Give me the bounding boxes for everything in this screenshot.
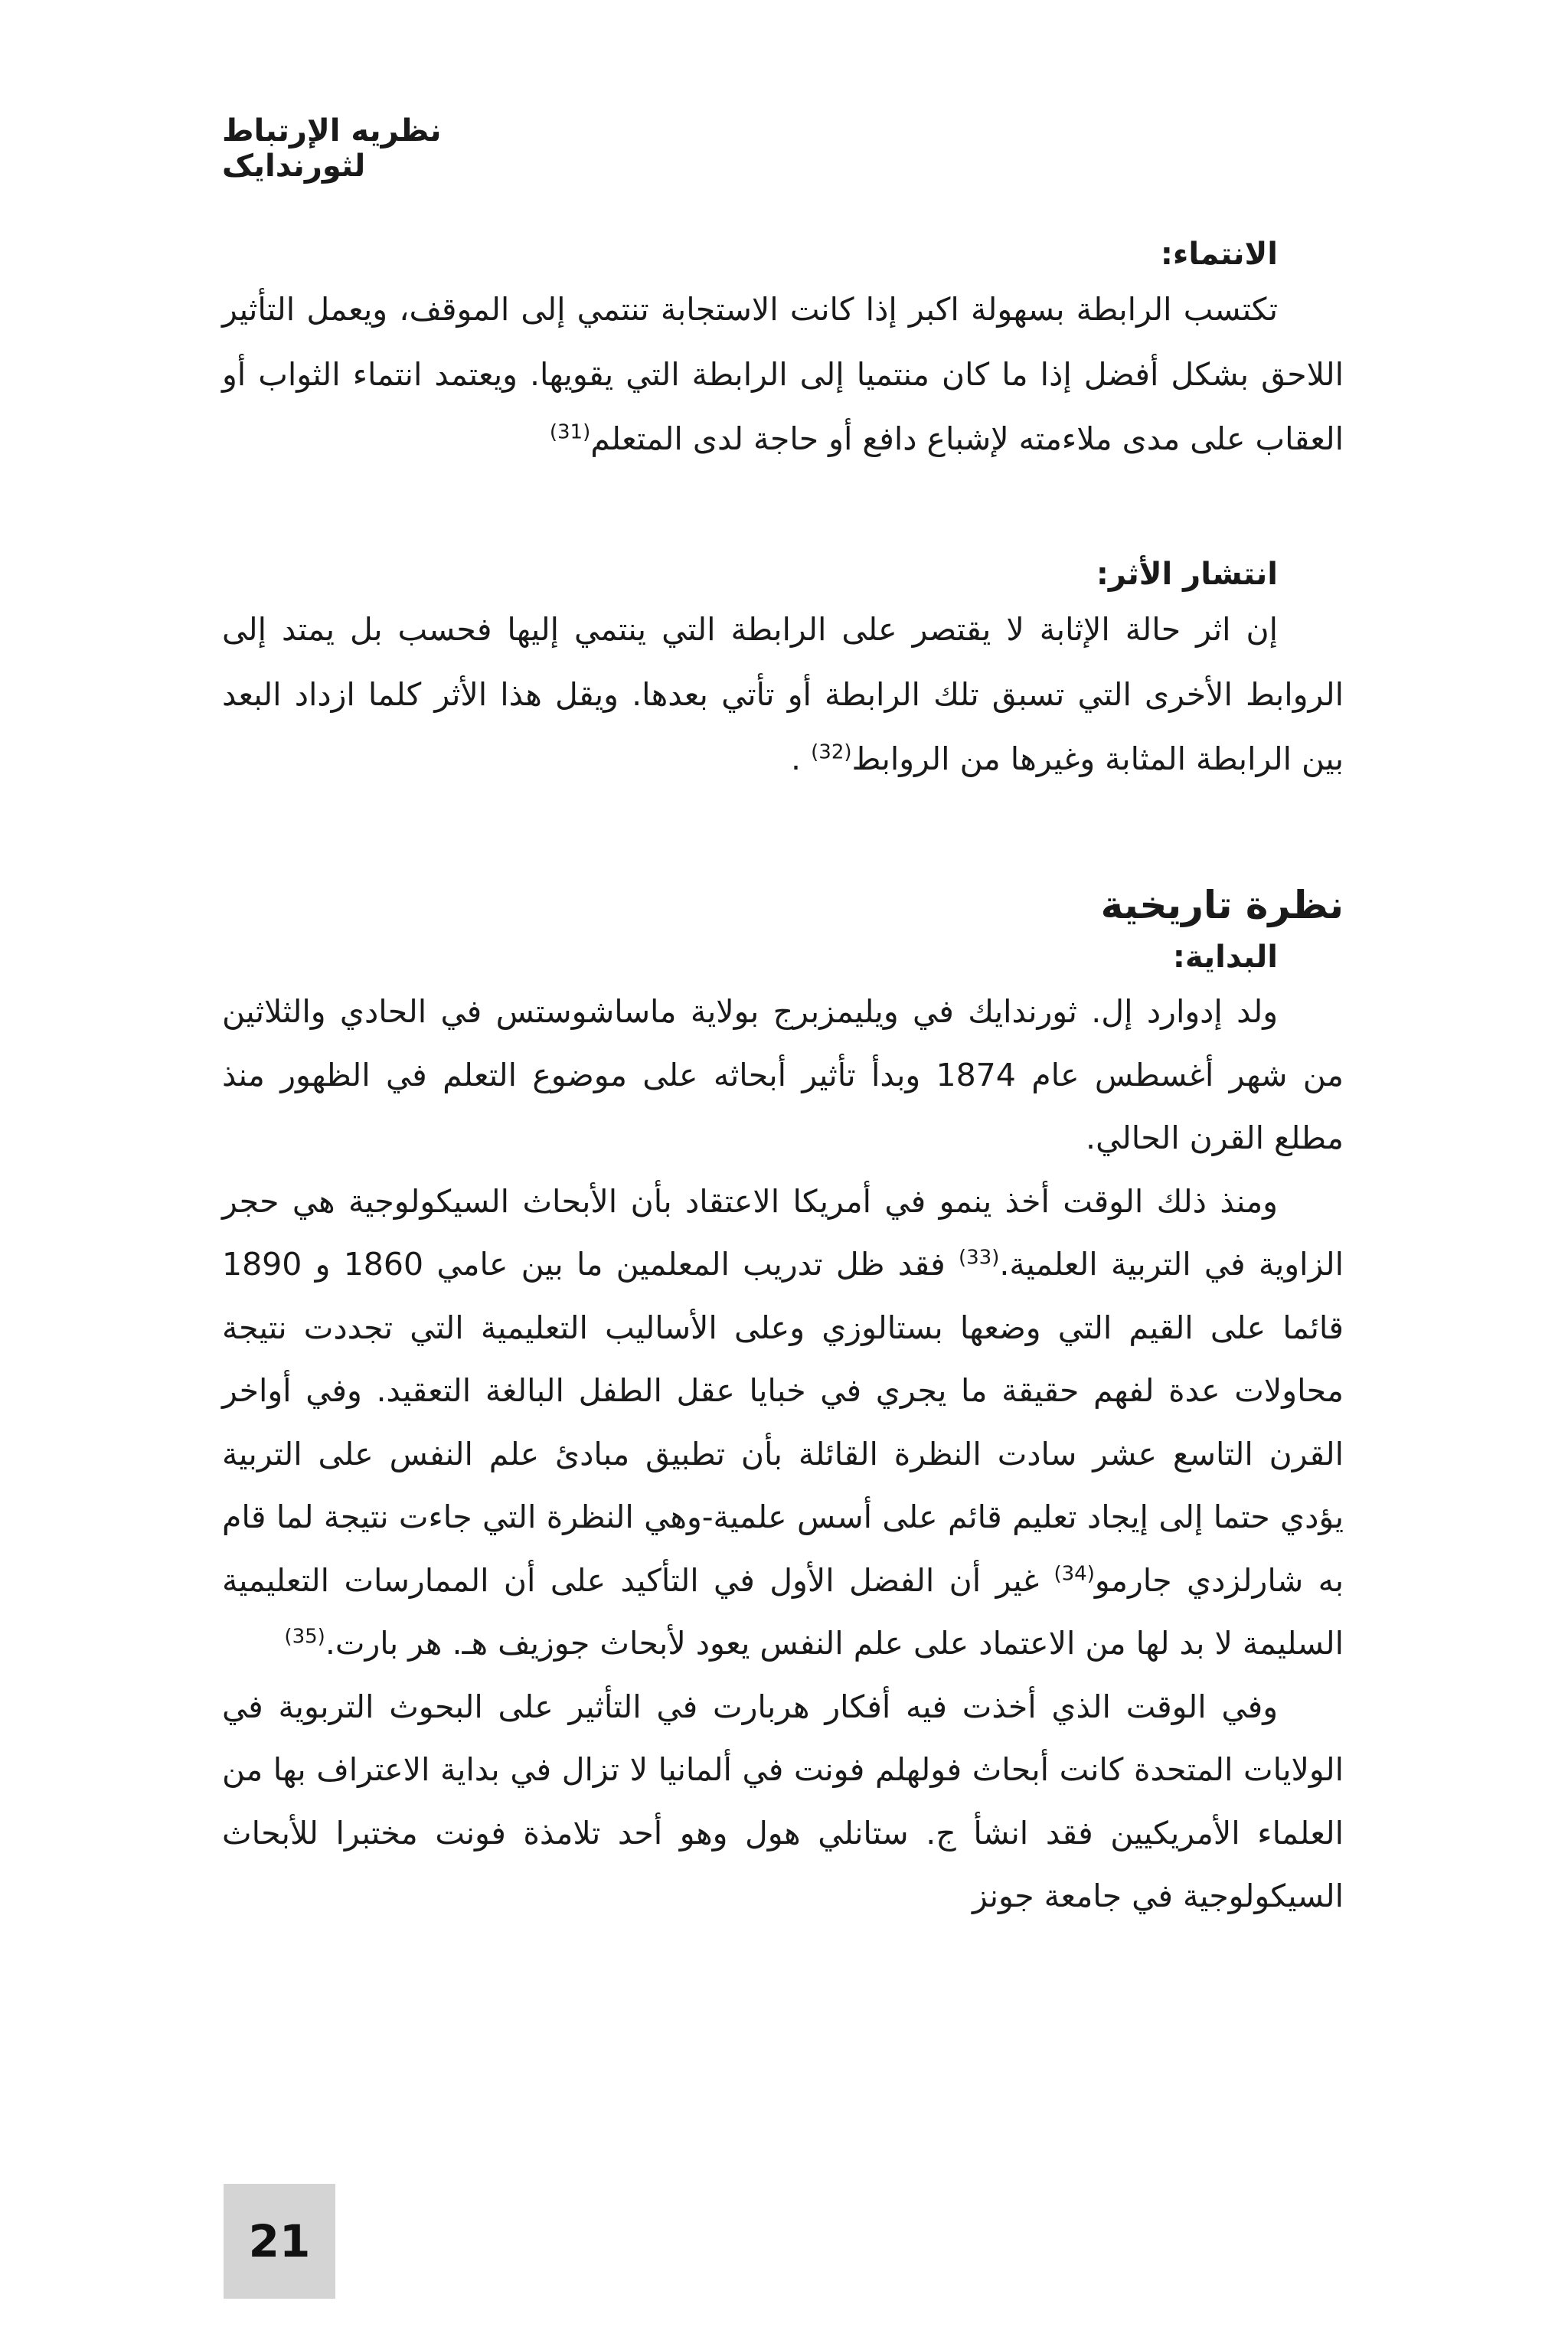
spread-paragraph: [222, 597, 1344, 792]
history-p2-part-c: غير أن الفضل الأول في التأكيد على أن الممارسات التعليمية السليمة لا بد لها من الاعتماد على علم النفس يعود لأبحاث جوزيف هـ. هر بارت.: [222, 1561, 1344, 1662]
footnote-ref-33: (33): [958, 1246, 1000, 1270]
spread-tail: .: [791, 740, 812, 777]
page-number-box: [224, 2184, 335, 2299]
beginning-heading: البداية:: [1172, 940, 1278, 975]
footnote-ref-34: (34): [1054, 1561, 1095, 1585]
history-paragraph-2: [222, 1170, 1344, 1675]
section-title: نظرة تاريخية: [1100, 883, 1344, 927]
running-header: نظريه الإرتباط لثورندايک: [222, 113, 442, 184]
page-number: 21: [248, 2215, 311, 2267]
footnote-ref-31: (31): [549, 420, 591, 444]
history-p2-part-a: ومنذ ذلك الوقت أخذ ينمو في أمريكا الاعتقاد بأن الأبحاث السيكولوجية هي حجر الزاوية في التربية العلمية.: [222, 1182, 1344, 1283]
spread-heading: انتشار الأثر:: [1096, 557, 1278, 592]
spread-text: إن اثر حالة الإثابة لا يقتصر على الرابطة التي ينتمي إليها فحسب بل يمتد إلى الروابط الأخرى التي تسبق تلك الرابطة أو تأتي بعدها. ويقل هذا الأثر كلما ازداد البعد بين الرابطة المثابة وغيرها من الروابط: [222, 611, 1344, 777]
spread-section: [222, 551, 1344, 792]
history-section: [222, 876, 1344, 1928]
history-p2-part-b: فقد ظل تدريب المعلمين ما بين عامي 1860 و 1890 قائما على القيم التي وضعها بستالوزي وعلى الأساليب التعليمية التي تجددت نتيجة محاولات عدة لفهم حقيقة ما يجري في خبايا عقل الطفل البالغة التعقيد. وفي أواخر القرن التاسع عشر سادت النظرة القائلة بأن تطبيق مبادئ علم النفس على التربية يؤدي حتما إلى إيجاد تعليم قائم على أسس علمية-وهي النظرة التي جاءت نتيجة لما قام به شارلزدي جارمو: [222, 1246, 1344, 1599]
footnote-ref-35: (35): [284, 1625, 325, 1649]
history-paragraph-3: وفي الوقت الذي أخذت فيه أفكار هربارت في التأثير على البحوث التربوية في الولايات المتحدة كانت أبحاث فولهلم فونت في ألمانيا لا تزال في بداية الاعتراف بها من العلماء الأمريكيين فقد انشأ ج. ستانلي هول وهو أحد تلامذة فونت مختبرا للأبحاث السيكولوجية في جامعة جونز: [222, 1688, 1344, 1914]
history-paragraph-1: ولد إدوارد إل. ثورندايك في ويليمزبرج بولاية ماساشوستس في الحادي والثلاثين من شهر أغسطس عام 1874 وبدأ تأثير أبحاثه على موضوع التعلم في الظهور منذ مطلع القرن الحالي.: [222, 993, 1344, 1156]
belonging-section: [222, 231, 1344, 472]
belonging-paragraph: [222, 277, 1344, 472]
belonging-heading: الانتماء:: [1160, 237, 1278, 272]
belonging-text: تكتسب الرابطة بسهولة اكبر إذا كانت الاستجابة تنتمي إلى الموقف، ويعمل التأثير اللاحق بشكل أفضل إذا ما كان منتميا إلى الرابطة التي يقويها. ويعتمد انتماء الثواب أو العقاب على مدى ملاءمته لإشباع دافع أو حاجة لدى المتعلم: [222, 291, 1344, 457]
footnote-ref-32: (32): [811, 740, 852, 764]
